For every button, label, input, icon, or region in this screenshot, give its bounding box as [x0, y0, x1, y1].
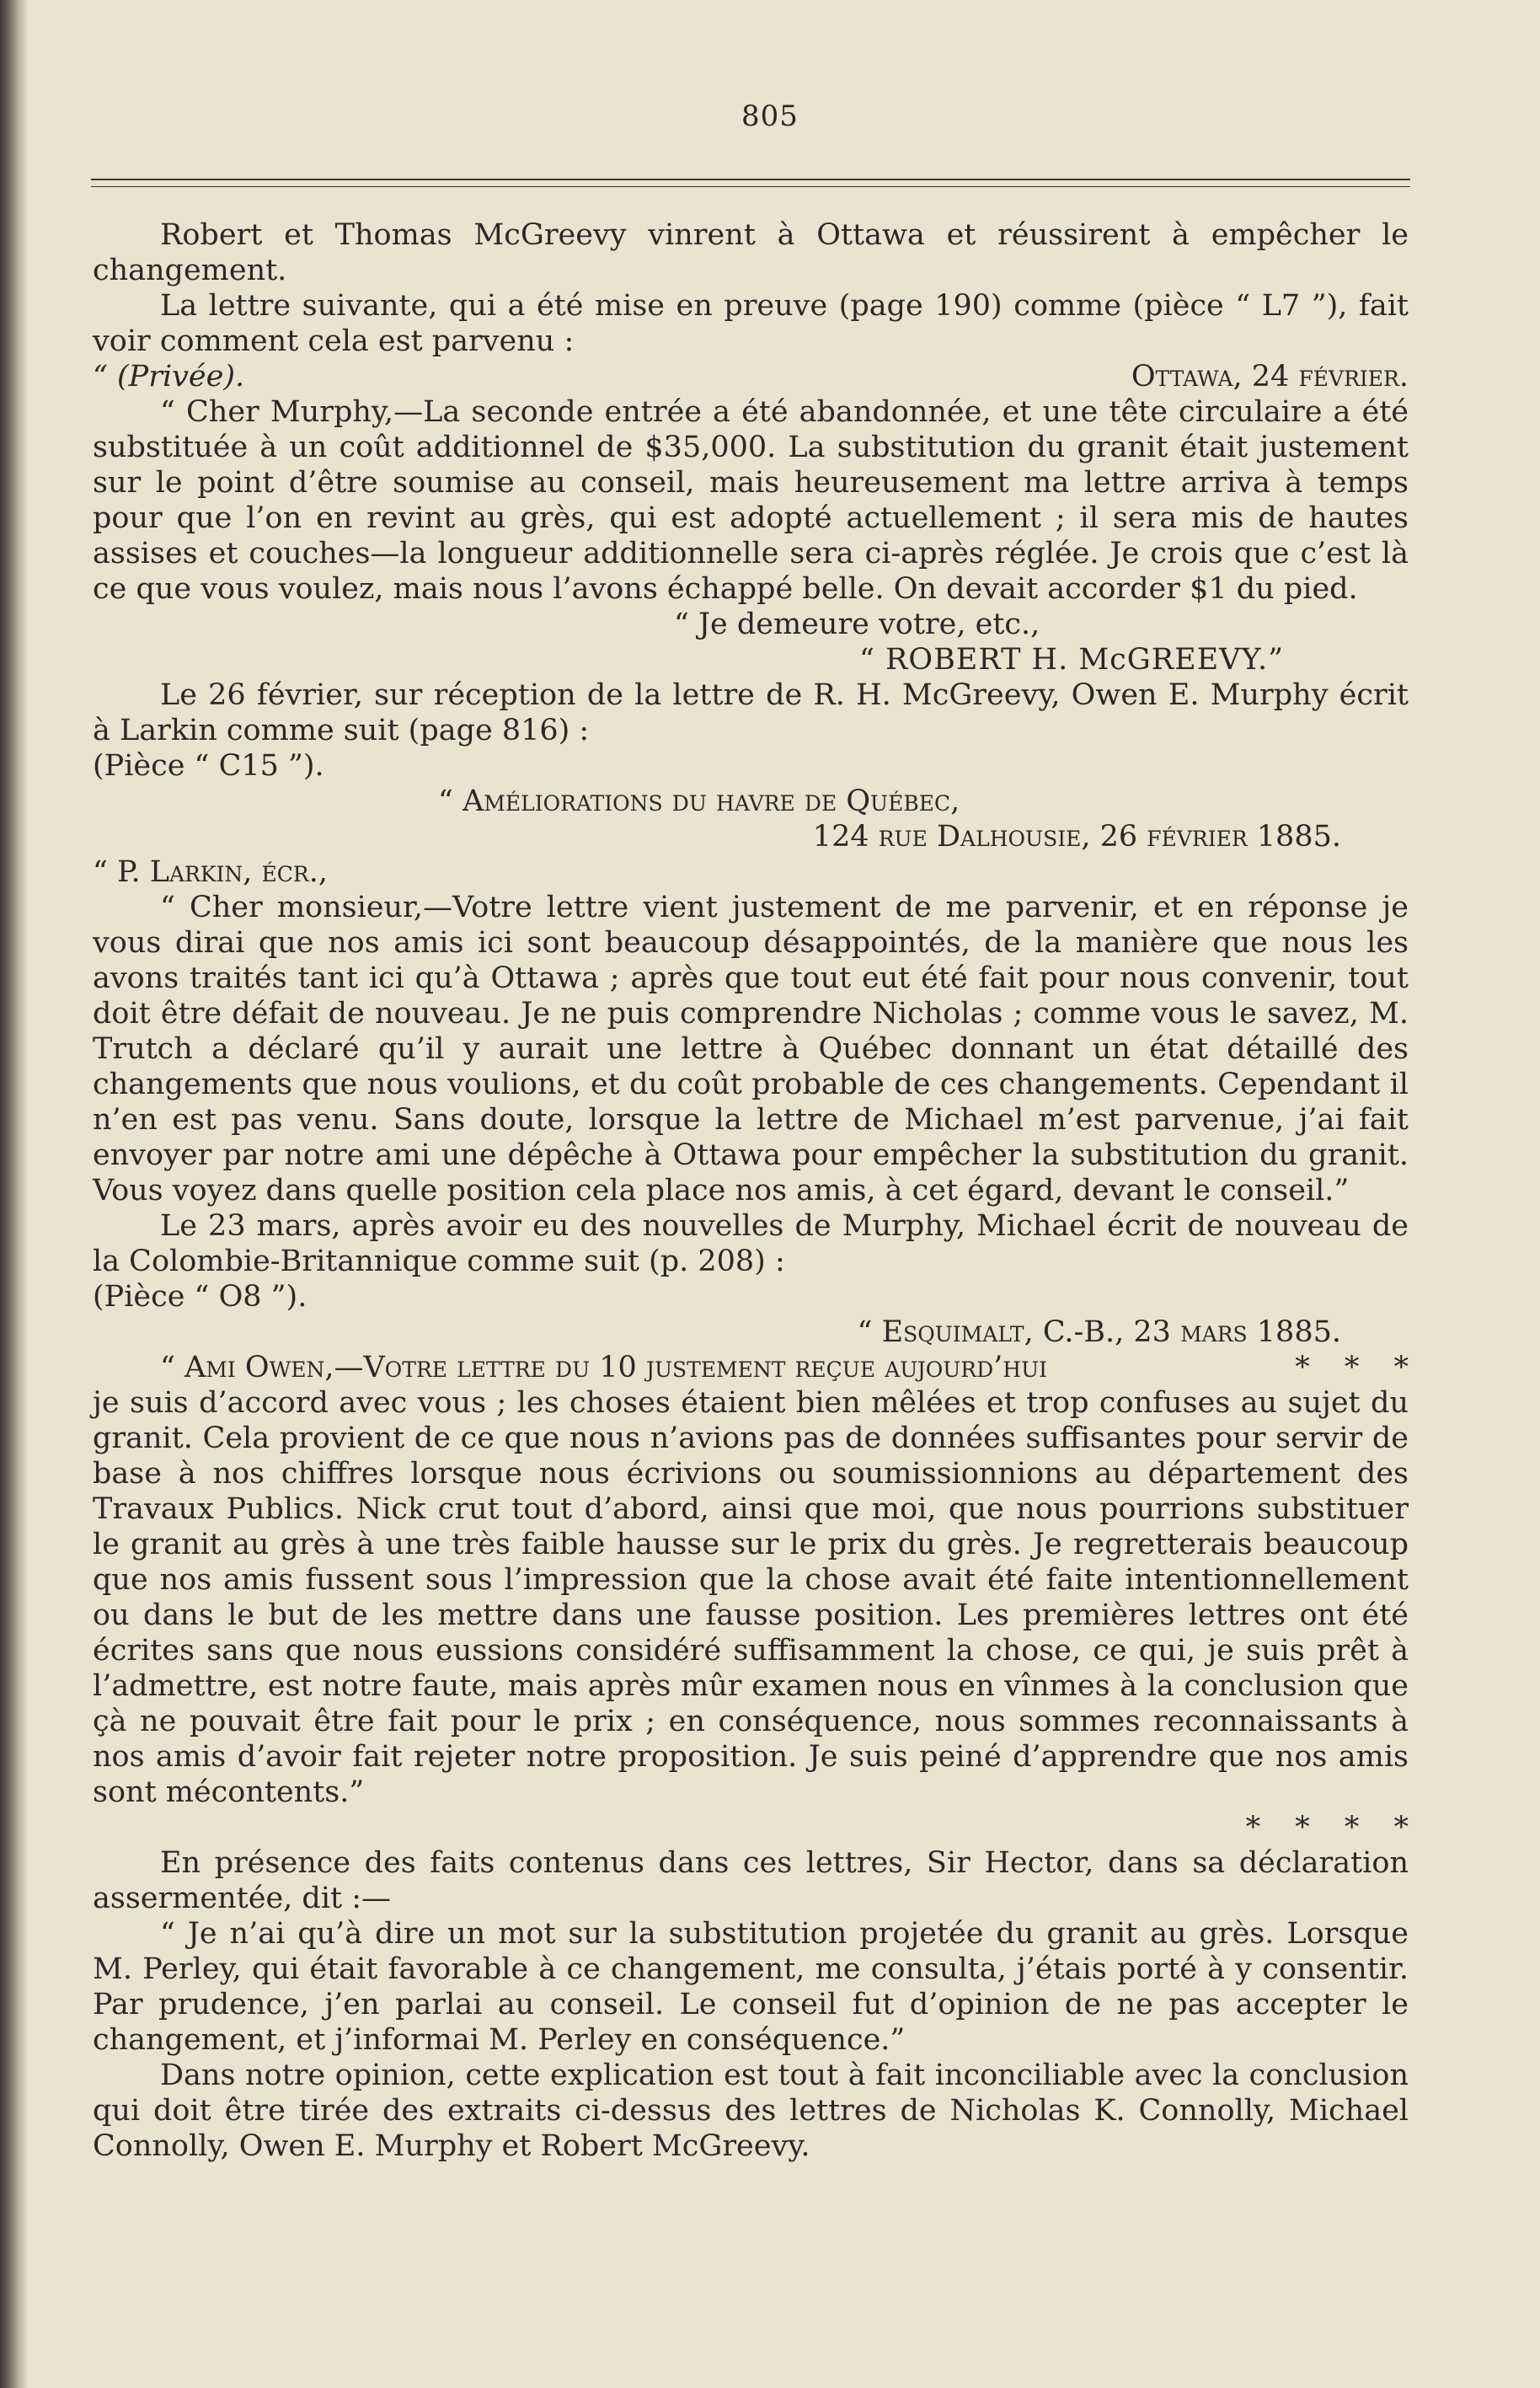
header-rule [91, 179, 1410, 180]
letter-dateline [93, 359, 1409, 394]
paragraph: Dans notre opinion, cette explication est tout à fait inconciliable avec la conclusion qui doit être tirée des extraits ci-dessus des lettres de Nicholas K. Connolly, Michael Connolly, Owen E. Murphy et Robert McGreevy. [93, 2059, 1409, 2163]
letter-body: “ Cher Murphy,—La seconde entrée a été abandonnée, et une tête circulaire a été substituée à un coût additionnel de $35,000. La substitution du granit était justement sur le point d’être soumise au conseil, mais heureusement ma lettre arriva à temps pour que l’on en revint au grès, qui est adopté actuellement ; il sera mis de hautes assises et couches—la longueur additionnelle sera ci-après réglée. Je crois que c’est là ce que vous voulez, mais nous l’avons échappé belle. On devait accorder $1 du pied. [93, 395, 1409, 606]
paragraph: Le 26 février, sur réception de la lettre de R. H. McGreevy, Owen E. Murphy écrit à Larkin comme suit (page 816) : [93, 678, 1409, 747]
header-rule-thin [91, 186, 1410, 187]
paragraph: En présence des faits contenus dans ces lettres, Sir Hector, dans sa déclaration assermentée, dit :— [93, 1846, 1409, 1915]
letter-body: “ Cher monsieur,—Votre lettre vient justement de me parvenir, et en réponse je vous dirai que nos amis ici sont beaucoup désappointés, de la manière que nous les avons traités tant ici qu’à Ottawa ; après que tout eut été fait pour nous convenir, tout doit être défait de nouveau. Je ne puis comprendre Nicholas ; comme vous le savez, M. Trutch a déclaré qu’il y aurait une lettre à Québec donnant un état détaillé des changements que nous voulions, et du coût probable de ces changements. Cependant il n’en est pas venu. Sans doute, lorsque la lettre de Michael m’est parvenue, j’ai fait envoyer par notre ami une dépêche à Ottawa pour empêcher la substitution du granit. Vous voyez dans quelle position cela place nos amis, à cet égard, devant le conseil.” [93, 891, 1409, 1207]
letter-body: je suis d’accord avec vous ; les choses étaient bien mêlées et trop confuses au sujet du granit. Cela provient de ce que nous n’avions pas de données suffisantes pour servir de base à nos chiffres lorsque nous écrivions ou soumissionnions au département des Travaux Publics. Nick crut tout d’abord, ainsi que moi, que nous pourrions substituer le granit au grès à une très faible hausse sur le prix du grès. Je regretterais beaucoup que nos amis fussent sous l’impression que la chose avait été faite intentionnellement ou dans le but de les mettre dans une fausse position. Les premières lettres ont été écrites sans que nous eussions considéré suffisamment la chose, ce qui, je suis prêt à l’admettre, est notre faute, mais après mûr examen nous en vînmes à la conclusion que çà ne pouvait être fait pour le prix ; en conséquence, nous sommes reconnaissants à nos amis d’avoir fait rejeter notre proposition. Je suis peiné d’apprendre que nos amis sont mécontents.” [93, 1386, 1409, 1809]
letter-private-note: “ (Privée). [93, 360, 245, 394]
letter-salutation: “ Ami Owen,—Votre lettre du 10 justement reçue aujourd’hui [160, 1351, 1048, 1384]
letter-place-date: “ Esquimalt, C.-B., 23 mars 1885. [857, 1315, 1341, 1349]
letter-addressee: “ P. Larkin, écr., [93, 855, 328, 889]
paragraph: Robert et Thomas McGreevy vinrent à Ottawa et réussirent à empêcher le changement. [93, 218, 1409, 287]
ellipsis-stars: * * * [1295, 1351, 1409, 1384]
letter-heading: “ Améliorations du havre de Québec, [438, 784, 960, 818]
page-number: 805 [741, 99, 799, 133]
exhibit-reference: (Pièce “ C15 ”). [93, 749, 324, 783]
paragraph: Le 23 mars, après avoir eu des nouvelles de Murphy, Michael écrit de nouveau de la Colombie-Britannique comme suit (p. 208) : [93, 1209, 1409, 1278]
quotation: “ Je n’ai qu’à dire un mot sur la substitution projetée du granit au grès. Lorsque M. Perley, qui était favorable à ce changement, me consulta, j’étais porté à y consentir. Par prudence, j’en parlai au conseil. Le conseil fut d’opinion de ne pas accepter le changement, et j’informai M. Perley en conséquence.” [93, 1917, 1409, 2057]
paragraph: La lettre suivante, qui a été mise en preuve (page 190) comme (pièce “ L7 ”), fait voir comment cela est parvenu : [93, 289, 1409, 358]
letter-opening-line [93, 1350, 1409, 1385]
letter-address: 124 rue Dalhousie, 26 février 1885. [812, 820, 1341, 854]
ellipsis-stars: * * * * [1245, 1811, 1409, 1845]
letter-place-date: Ottawa, 24 février. [1131, 360, 1409, 394]
exhibit-reference: (Pièce “ O8 ”). [93, 1280, 307, 1314]
letter-closing: “ Je demeure votre, etc., [674, 608, 1040, 641]
letter-signature: “ ROBERT H. McGREEVY.” [859, 643, 1285, 677]
page-text [93, 217, 1409, 2164]
book-spine-shadow [0, 0, 29, 2388]
